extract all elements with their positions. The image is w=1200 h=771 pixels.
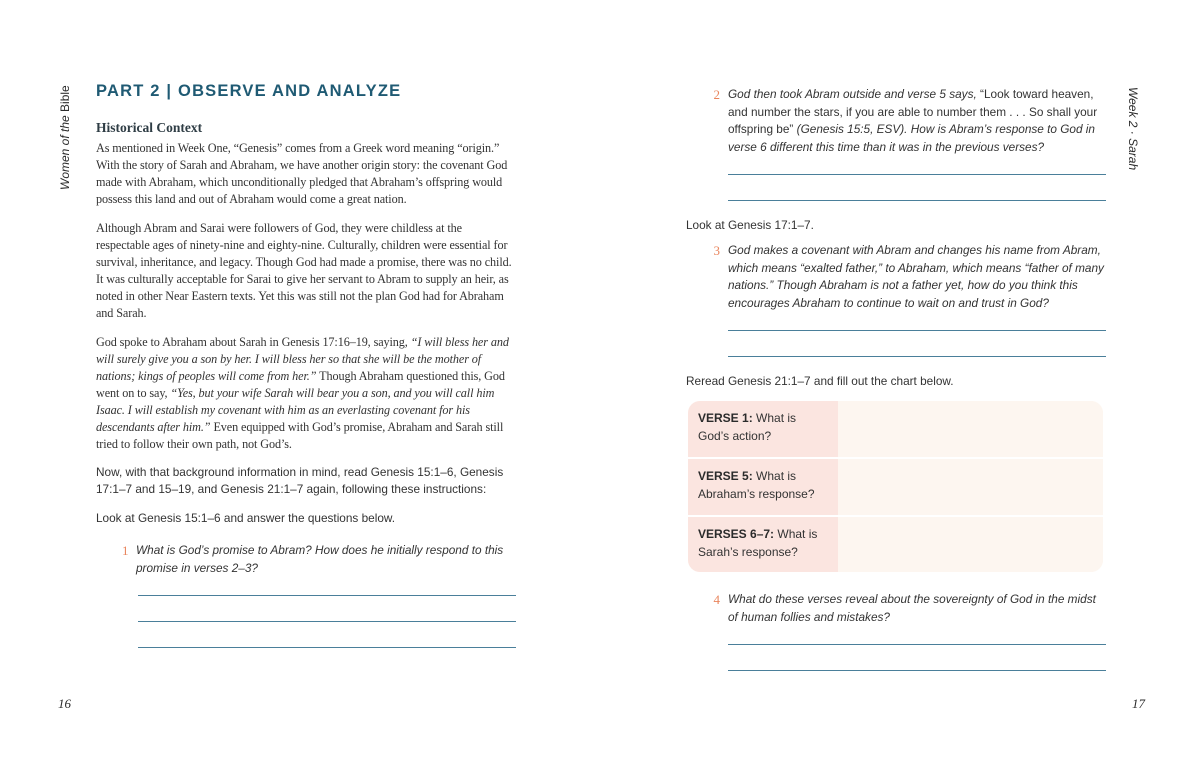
question-2	[686, 86, 1106, 156]
question-3-number: 3	[713, 243, 720, 258]
chart-answer-cell[interactable]	[838, 459, 1103, 516]
paragraph-instructions: Now, with that background information in mind, read Genesis 15:1–6, Genesis 17:1–7 and 15–19, and Genesis 21:1–7 again, following these instructions:	[96, 465, 504, 496]
running-head-left-italic: Women of the	[58, 115, 72, 190]
answer-line[interactable]	[138, 621, 516, 622]
paragraph-childless: Although Abram and Sarai were followers of God, they were childless at the respectable ages of ninety-nine and eighty-nine. Culturally, children were essential for survival, inheritance, and legacy. Though God had made a promise, there was no child. It was culturally acceptable for Sarai to give her servant to Abram to supply an heir, as noted in other Near Eastern texts. Yet this was still not the plan God had for Abraham and Sarah.	[96, 221, 512, 320]
question-2-number: 2	[713, 87, 720, 102]
answer-line[interactable]	[728, 200, 1106, 201]
question-4-text: What do these verses reveal about the sovereignty of God in the midst of human follies and mistakes?	[728, 592, 1096, 624]
chart-row-label	[688, 517, 838, 572]
question-2-answer-lines	[728, 174, 1106, 201]
chart-answer-cell[interactable]	[838, 517, 1103, 572]
running-head-left	[58, 85, 72, 190]
chart-row-verses-6-7	[688, 517, 1103, 572]
para3-quote-2: “Yes, but your wife Sarah will bear you a son, and you will call him Isaac. I will establish my covenant with him as an everlasting covenant for his descendants after him.”	[96, 386, 495, 434]
question-4-block	[686, 591, 1106, 671]
page-number-right: 17	[1132, 696, 1145, 711]
paragraph-genesis-origin: As mentioned in Week One, “Genesis” comes from a Greek word meaning “origin.” With the story of Sarah and Abraham, we have another origin story: the covenant God made with Abraham, which unconditionally pledged that Abraham’s offspring would possess this land and out of Abraham would come a great nation.	[96, 141, 508, 206]
chart-label-text: What is Abraham’s response?	[698, 469, 815, 501]
part-title: PART 2 | OBSERVE AND ANALYZE	[96, 82, 402, 100]
running-head-left-rest: Bible	[58, 85, 72, 112]
chart-answer-cell[interactable]	[838, 401, 1103, 458]
section-heading: Historical Context	[96, 120, 203, 135]
para3-text-c: Even equipped with God’s promise, Abraham and Sarah still tried to follow their own path, not God’s.	[96, 420, 504, 451]
chart-row-verse-1	[688, 401, 1103, 458]
answer-line[interactable]	[728, 644, 1106, 645]
answer-line[interactable]	[728, 174, 1106, 175]
chart-label-text: What is Sarah’s response?	[698, 527, 818, 559]
answer-line[interactable]	[138, 647, 516, 648]
question-3-answer-lines	[728, 330, 1106, 357]
running-head-right-text: Week 2 · Sarah	[1126, 87, 1140, 171]
left-page-content	[96, 80, 516, 648]
question-1	[122, 542, 516, 577]
question-2-text-c: (Genesis 15:5, ESV). How is Abram’s response to God in verse 6 different this time than it was in the previous verses?	[728, 122, 1095, 154]
chart-row-label	[688, 459, 838, 516]
answer-line[interactable]	[728, 330, 1106, 331]
question-4	[686, 591, 1106, 626]
answer-line[interactable]	[138, 595, 516, 596]
response-chart	[688, 401, 1103, 572]
answer-line[interactable]	[728, 670, 1106, 671]
question-1-answer-lines	[138, 595, 516, 648]
para3-quote-1: “I will bless her and will surely give you a son by her. I will bless her so that she will be the mother of nations; kings of peoples will come from her.”	[96, 335, 509, 383]
chart-row-verse-5	[688, 459, 1103, 516]
question-1-number: 1	[122, 543, 129, 558]
question-1-text: What is God’s promise to Abram? How does he initially respond to this promise in verses 2–3?	[136, 543, 504, 575]
chart-label-bold: VERSES 6–7:	[698, 527, 775, 541]
paragraph-promise	[96, 334, 516, 453]
question-4-number: 4	[713, 592, 720, 607]
instruction-genesis-17: Look at Genesis 17:1–7.	[686, 218, 814, 232]
para3-text-b: Though Abraham questioned this, God went on to say,	[96, 369, 505, 400]
right-page-content	[686, 86, 1106, 390]
question-3	[686, 242, 1106, 312]
question-4-answer-lines	[728, 644, 1106, 671]
question-3-text: God makes a covenant with Abram and changes his name from Abram, which means “exalted father,” to Abraham, which means “father of many nations.” Though Abraham is not a father yet, how do you think this encourages Abraham to continue to wait on and trust in God?	[728, 243, 1104, 310]
question-2-quote: “Look toward heaven, and number the stars, if you are able to number them . . . So shall your offspring be”	[728, 87, 1098, 136]
para3-text-a: God spoke to Abraham about Sarah in Genesis 17:16–19, saying,	[96, 335, 411, 349]
instruction-genesis-21: Reread Genesis 21:1–7 and fill out the chart below.	[686, 374, 954, 388]
question-2-text-a: God then took Abram outside and verse 5 says,	[728, 87, 981, 101]
instruction-genesis-15: Look at Genesis 15:1–6 and answer the questions below.	[96, 511, 396, 525]
answer-line[interactable]	[728, 356, 1106, 357]
chart-label-bold: VERSE 5:	[698, 469, 753, 483]
chart-row-label	[688, 401, 838, 458]
page-number-left: 16	[58, 696, 71, 711]
question-2-text	[728, 86, 1106, 156]
chart-label-text: What is God’s action?	[698, 411, 797, 443]
chart-label-bold: VERSE 1:	[698, 411, 753, 425]
running-head-right	[1126, 87, 1140, 170]
